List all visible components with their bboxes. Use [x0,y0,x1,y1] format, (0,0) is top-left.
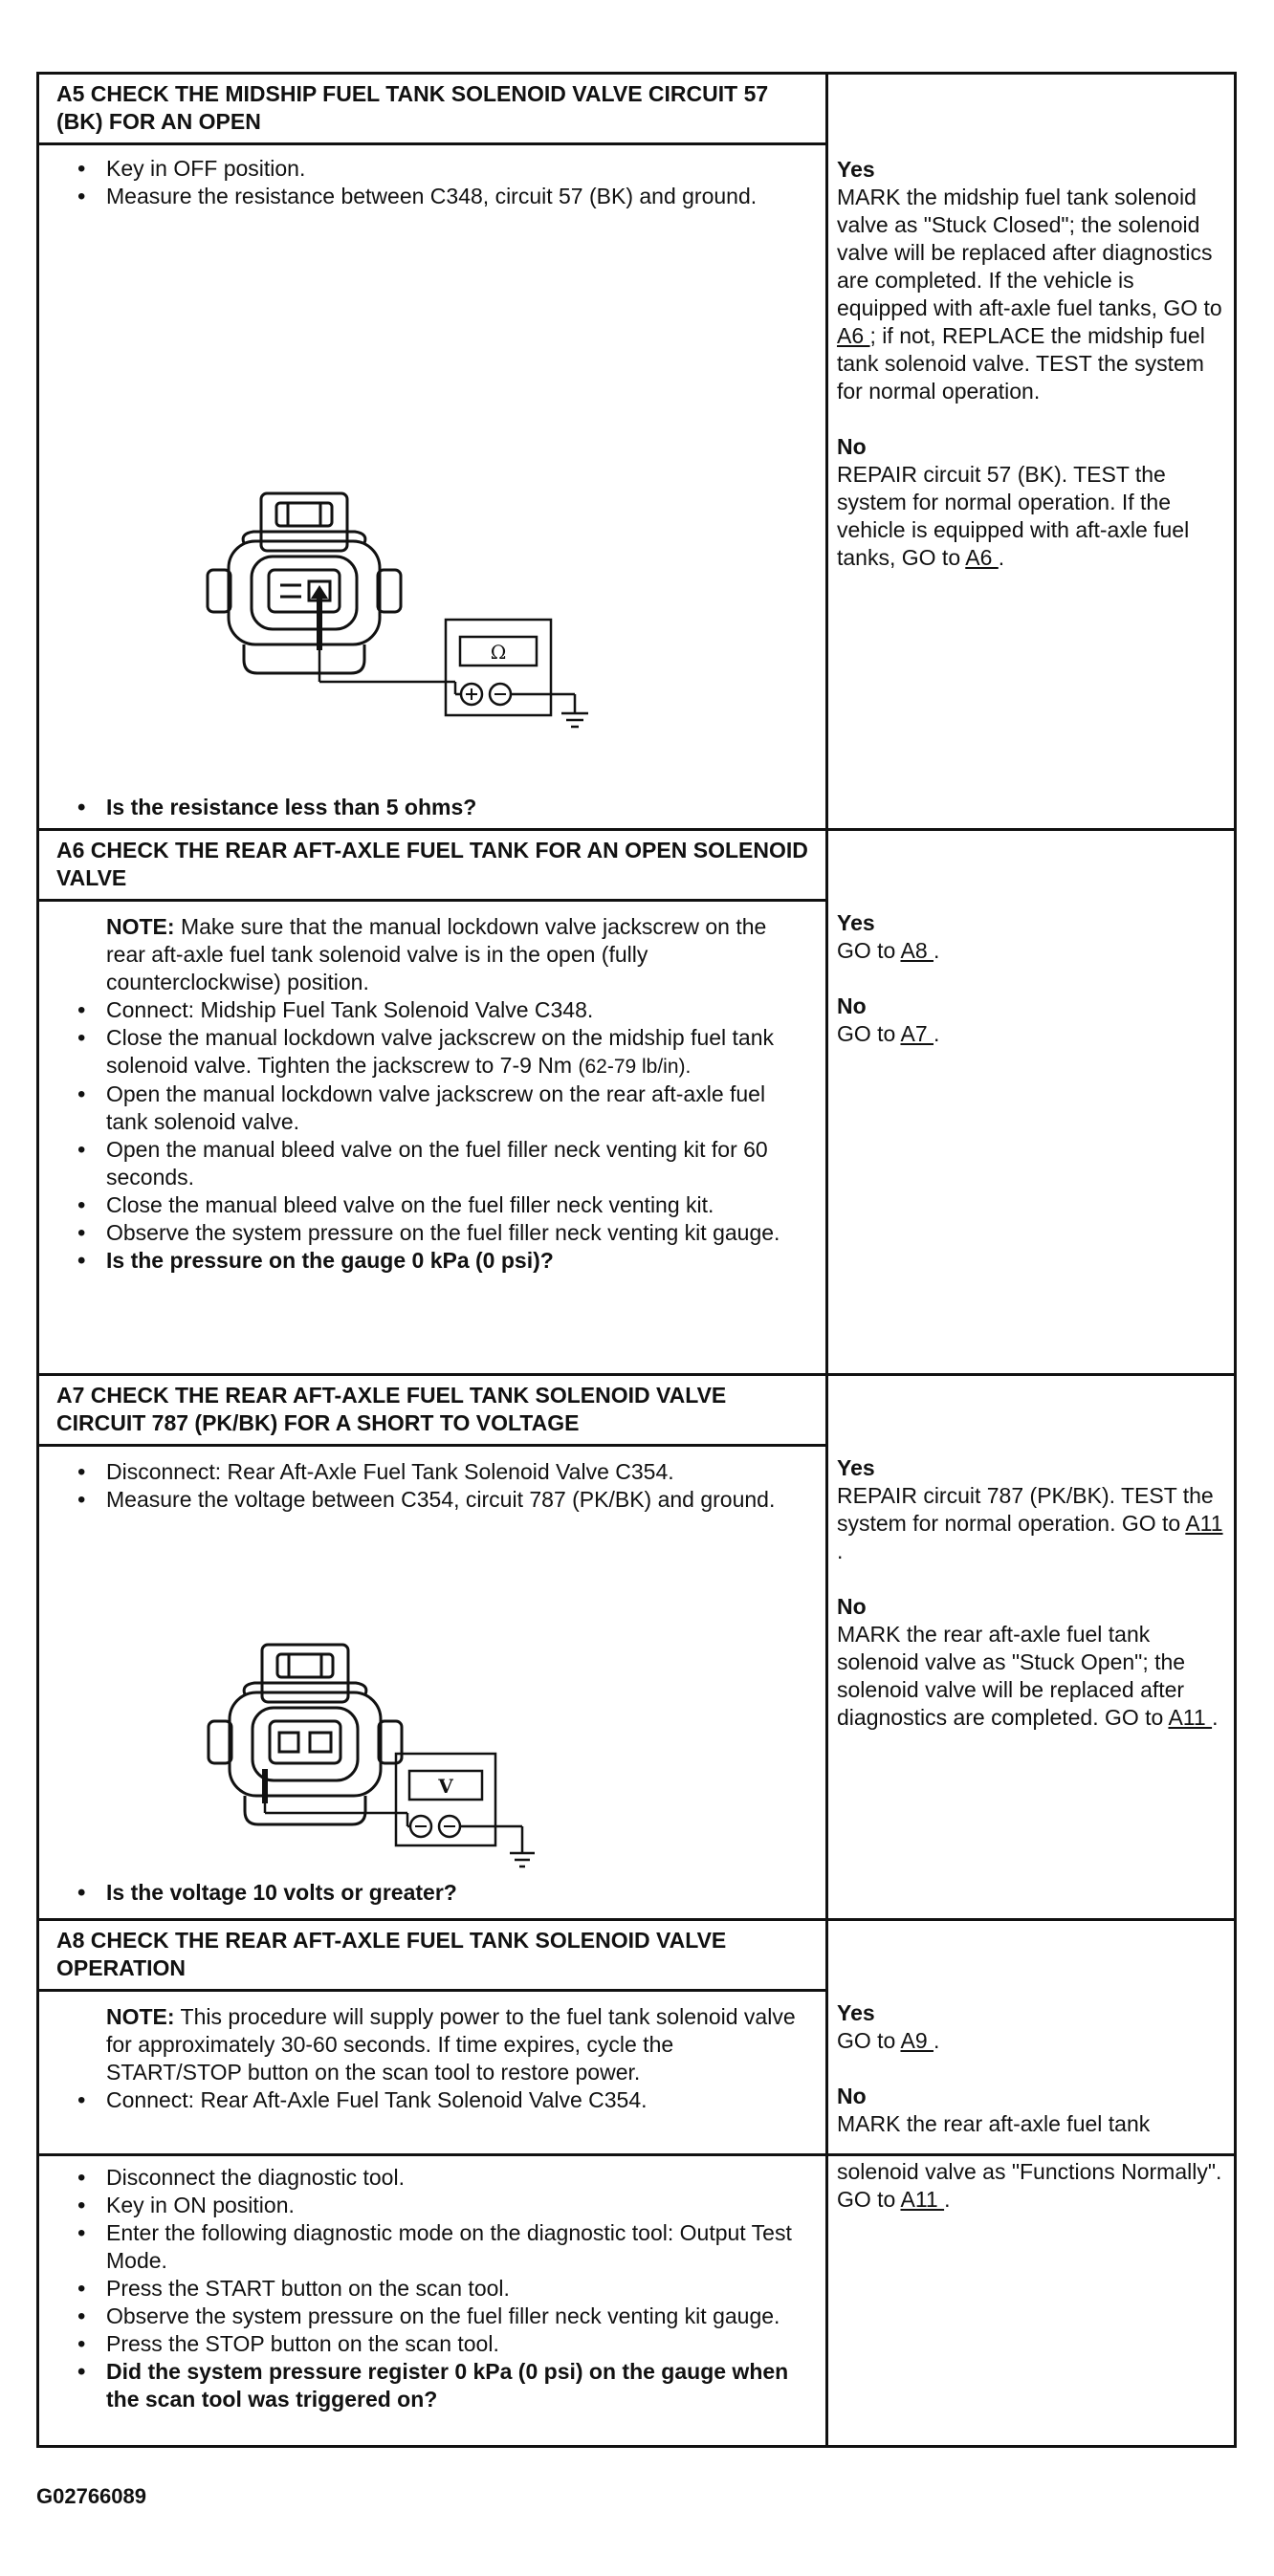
step-a7-left [39,1376,828,1918]
goto-a7-link[interactable]: A7 [900,1021,934,1046]
no-label: No [837,1594,867,1619]
step-a6-bullet: • Connect: Midship Fuel Tank Solenoid Valve C348. [77,996,806,1024]
goto-a11-link[interactable]: A11 [1168,1705,1213,1730]
step-a7-yes-text: REPAIR circuit 787 (PK/BK). TEST the system for normal operation. GO to A11 . [837,1483,1223,1563]
step-a8-cont-responses [837,2158,1228,2214]
step-a6-bullet: • Open the manual lockdown valve jackscrew on the rear aft-axle fuel tank solenoid valve. [77,1081,806,1136]
step-a8-continued [36,2156,1237,2448]
step-a6-note: NOTE: Make sure that the manual lockdown valve jackscrew on the rear aft-axle fuel tank solenoid valve is in the open (fully counterclockwise) position. [106,914,767,994]
step-a8-no-text: MARK the rear aft-axle fuel tank [837,2111,1151,2136]
step-a5-left [39,75,828,828]
no-label: No [837,2084,867,2108]
goto-a11-link[interactable]: A11 [1185,1511,1223,1536]
step-a6-no-text: GO to A7 . [837,1021,940,1046]
step-a8-bullet: • Press the STOP button on the scan tool. [77,2330,806,2358]
step-a8-title: A8 CHECK THE REAR AFT-AXLE FUEL TANK SOLENOID VALVE OPERATION [39,1921,825,1992]
step-a8-bullet: • Key in ON position. [77,2192,806,2219]
step-a6-question: • Is the pressure on the gauge 0 kPa (0 psi)? [77,1247,806,1275]
step-a8-cont-left [39,2156,828,2445]
step-a8-bullet: • Connect: Rear Aft-Axle Fuel Tank Solenoid Valve C354. [77,2086,806,2114]
yes-label: Yes [837,1455,875,1480]
step-a6-body [39,907,825,1275]
step-a5-yes-text: MARK the midship fuel tank solenoid valve as "Stuck Closed"; the solenoid valve will be replaced after diagnostics are completed. If the vehicle is equipped with aft-axle fuel tanks, GO to A6 ; if not, REPLACE the midship fuel tank solenoid valve. TEST the system for normal operation. [837,185,1222,404]
step-a5-bullet: • Key in OFF position. [77,155,806,183]
step-a7-responses [837,1454,1228,1732]
step-a5-no-text: REPAIR circuit 57 (BK). TEST the system for normal operation. If the vehicle is equipped with aft-axle fuel tanks, GO to A6 . [837,462,1190,570]
no-label: No [837,434,867,459]
step-a5-question: • Is the resistance less than 5 ohms? [77,794,806,821]
step-a7-question-wrap [39,1879,825,1907]
goto-a6-link[interactable]: A6 [965,545,999,570]
step-a7-question: • Is the voltage 10 volts or greater? [77,1879,806,1907]
step-a8-bullet: • Disconnect the diagnostic tool. [77,2164,806,2192]
goto-a11-link[interactable]: A11 [900,2187,945,2212]
step-a8-bullet: • Observe the system pressure on the fuel filler neck venting kit gauge. [77,2303,806,2330]
step-a6-responses [837,909,1228,1048]
step-a8-left [39,1921,828,2153]
step-a6-bullet: • Observe the system pressure on the fuel filler neck venting kit gauge. [77,1219,806,1247]
step-a8-bullet: • Enter the following diagnostic mode on the diagnostic tool: Output Test Mode. [77,2219,806,2275]
step-a8-yes-text: GO to A9 . [837,2028,940,2053]
goto-a6-link[interactable]: A6 [837,323,870,348]
step-a8-question: • Did the system pressure register 0 kPa (0 psi) on the gauge when the scan tool was triggered on? [77,2358,806,2413]
step-a6 [36,831,1237,1376]
volt-symbol: V [438,1775,453,1798]
step-a7-bullet: • Disconnect: Rear Aft-Axle Fuel Tank Solenoid Valve C354. [77,1458,806,1486]
step-a7-body [39,1452,825,1514]
connector-ohmmeter-diagram [202,486,623,734]
step-a7-no-text: MARK the rear aft-axle fuel tank solenoid valve as "Stuck Open"; the solenoid valve will be replaced after diagnostics are completed. GO to A11 . [837,1622,1219,1730]
goto-a9-link[interactable]: A9 [900,2028,934,2053]
step-a5-title: A5 CHECK THE MIDSHIP FUEL TANK SOLENOID VALVE CIRCUIT 57 (BK) FOR AN OPEN [39,75,825,145]
step-a7 [36,1376,1237,1921]
step-a5-bullet: • Measure the resistance between C348, circuit 57 (BK) and ground. [77,183,806,210]
step-a5 [36,72,1237,831]
no-label: No [837,993,867,1018]
step-a6-bullet: • Open the manual bleed valve on the fuel filler neck venting kit for 60 seconds. [77,1136,806,1191]
step-a8 [36,1921,1237,2156]
step-a5-question-wrap [39,794,825,821]
step-a8-note: NOTE: This procedure will supply power to the fuel tank solenoid valve for approximately 30-60 seconds. If time expires, cycle the START/STOP button on the scan tool to restore power. [106,2004,796,2085]
step-a6-title: A6 CHECK THE REAR AFT-AXLE FUEL TANK FOR AN OPEN SOLENOID VALVE [39,831,825,902]
step-a5-body [39,149,825,210]
goto-a8-link[interactable]: A8 [900,938,934,963]
connector-voltmeter-diagram [207,1639,608,1878]
step-a8-responses [837,1999,1228,2138]
yes-label: Yes [837,157,875,182]
step-a6-bullet: • Close the manual bleed valve on the fuel filler neck venting kit. [77,1191,806,1219]
step-a8-body [39,1997,825,2114]
step-a6-left [39,831,828,1373]
step-a7-title: A7 CHECK THE REAR AFT-AXLE FUEL TANK SOLENOID VALVE CIRCUIT 787 (PK/BK) FOR A SHORT TO VOLTAGE [39,1376,825,1447]
step-a7-bullet: • Measure the voltage between C354, circuit 787 (PK/BK) and ground. [77,1486,806,1514]
step-a6-bullet: • Close the manual lockdown valve jackscrew on the midship fuel tank solenoid valve. Tighten the jackscrew to 7-9 Nm (62-79 lb/in). [77,1024,806,1081]
ohm-symbol: Ω [490,641,507,664]
step-a8-bullet: • Press the START button on the scan tool. [77,2275,806,2303]
yes-label: Yes [837,2000,875,2025]
step-a8-cont-body [39,2158,825,2413]
step-a6-yes-text: GO to A8 . [837,938,940,963]
figure-id: G02766089 [36,2484,146,2508]
step-a8-no-text-cont: solenoid valve as "Functions Normally". GO to A11 . [837,2159,1222,2212]
yes-label: Yes [837,910,875,935]
step-a5-responses [837,156,1228,572]
